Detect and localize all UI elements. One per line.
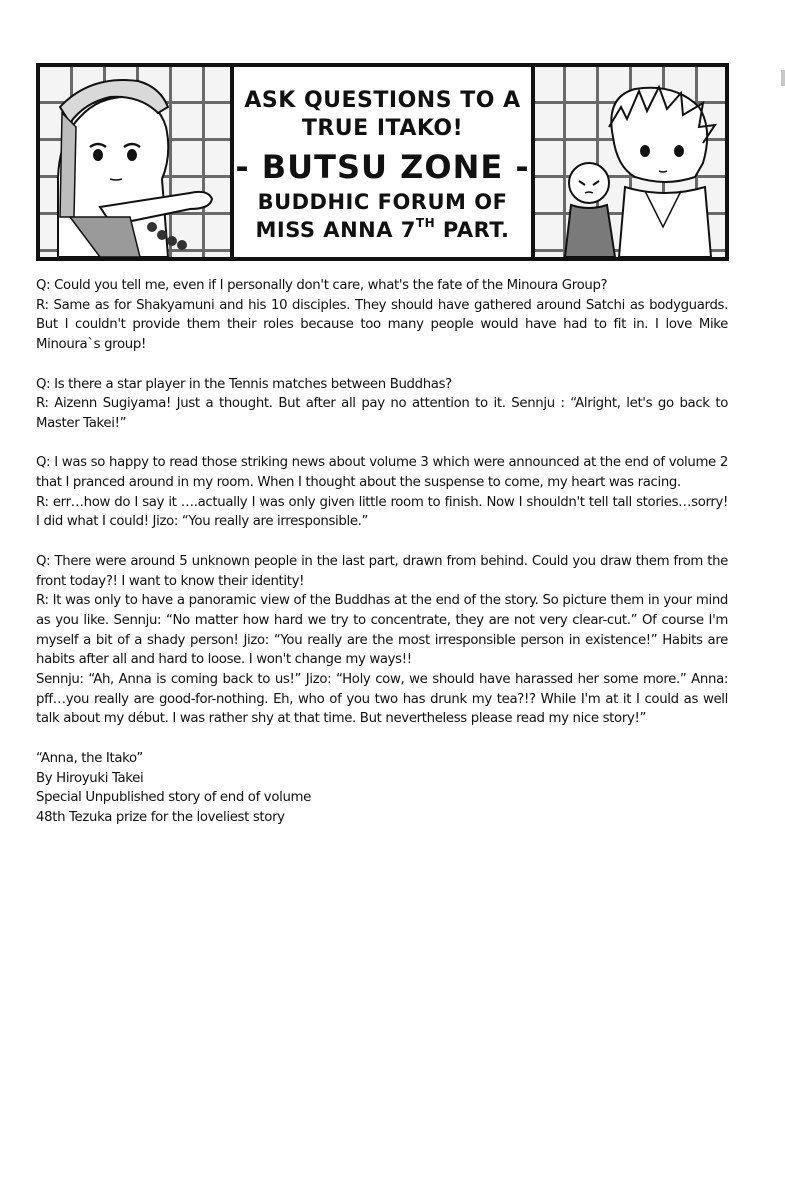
forum-content xyxy=(36,276,728,828)
banner-title-line-2: TRUE ITAKO! xyxy=(301,116,464,141)
story-title: “Anna, the Itako” xyxy=(36,750,143,766)
qa-block-1 xyxy=(36,276,728,355)
two-characters-illustration xyxy=(535,67,725,257)
banner-part-end: PART. xyxy=(435,218,510,242)
reply-4: R: It was only to have a panoramic view of the Buddhas at the end of the story. So picture them in your mind as you like. Sennju: “No matter how hard we try to concentrate, they are not very clear-cut.” Of course I'm myself a bit of a shady person! Jizo: “You really are the most irresponsible person in existence!” Habits are habits after all and hard to loose. I won't change my ways!! xyxy=(36,593,728,668)
banner-part-label: MISS ANNA 7 xyxy=(255,218,416,242)
story-author: By Hiroyuki Takei xyxy=(36,770,144,786)
banner-divider-right xyxy=(531,67,535,257)
page-edge-mark xyxy=(781,70,785,86)
banner-title-line-5 xyxy=(234,216,531,242)
anna-pointing-illustration xyxy=(40,67,230,257)
banner-part-suffix: TH xyxy=(415,216,436,230)
banner-title-main: - BUTSU ZONE - xyxy=(235,148,530,186)
qa-block-2 xyxy=(36,375,728,434)
qa-block-3 xyxy=(36,453,728,532)
reply-4-continued: Sennju: “Ah, Anna is coming back to us!” Jizo: “Holy cow, we should have harassed her some more.” Anna: pff…you really are good-for-nothing. Eh, who of you two has drunk my tea?!? While I'm at it I could as well talk about my début. I was rather shy at that time. But nevertheless please read my nice story!” xyxy=(36,672,728,727)
story-prize: 48th Tezuka prize for the loveliest story xyxy=(36,809,285,825)
reply-3: R: err…how do I say it ….actually I was only given little room to finish. Now I shouldn't tell tall stories…sorry! I did what I could! Jizo: “You really are irresponsible.” xyxy=(36,494,728,530)
question-4: Q: There were around 5 unknown people in the last part, drawn from behind. Could you draw them from the front today?! I want to know their identity! xyxy=(36,553,728,589)
banner-title xyxy=(234,67,531,257)
banner-title-line-1: ASK QUESTIONS TO A xyxy=(244,88,521,113)
banner-title-line-4: BUDDHIC FORUM OF xyxy=(257,190,508,214)
qa-block-4 xyxy=(36,552,728,729)
story-credits xyxy=(36,749,728,828)
header-banner xyxy=(36,63,729,261)
question-1: Q: Could you tell me, even if I personally don't care, what's the fate of the Minoura Group? xyxy=(36,278,608,293)
reply-2: R: Aizenn Sugiyama! Just a thought. But after all pay no attention to it. Sennju : “Alright, let's go back to Master Takei!” xyxy=(36,396,728,431)
question-2: Q: Is there a star player in the Tennis matches between Buddhas? xyxy=(36,376,452,392)
reply-1: R: Same as for Shakyamuni and his 10 disciples. They should have gathered around Satchi as bodyguards. But I couldn't provide them their roles because too many people would have had to fit in. I love Mike Minoura`s group! xyxy=(36,297,728,353)
question-3: Q: I was so happy to read those striking news about volume 3 which were announced at the end of volume 2 that I pranced around in my room. When I thought about the suspense to come, my heart was racing. xyxy=(36,455,728,490)
story-note: Special Unpublished story of end of volume xyxy=(36,790,311,806)
